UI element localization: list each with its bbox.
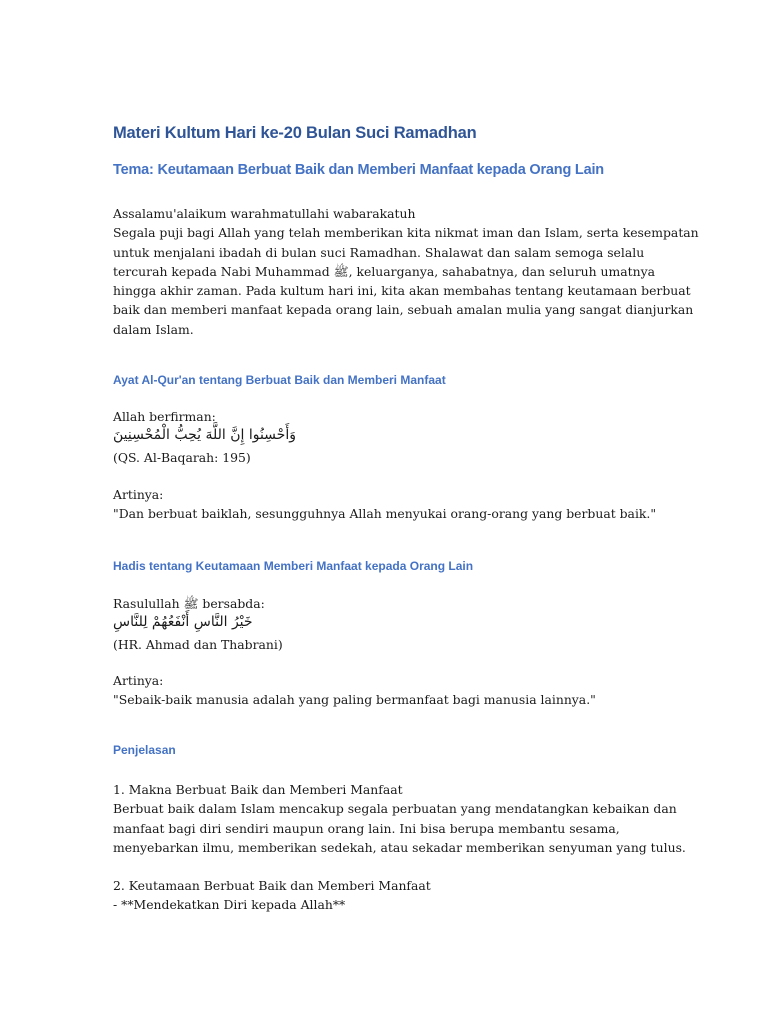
intro-line: Segala puji bagi Allah yang telah memberikan kita nikmat iman dan Islam, serta kesempatan — [113, 225, 699, 241]
intro-line: Assalamu'alaikum warahmatullahi wabarakatuh — [113, 206, 416, 221]
intro-line: untuk menjalani ibadah di bulan suci Ramadhan. Shalawat dan salam semoga selalu — [113, 244, 645, 260]
quran-block — [113, 407, 296, 468]
explanation-point1 — [113, 780, 686, 857]
quran-meaning: "Dan berbuat baiklah, sesungguhnya Allah menyukai orang-orang yang berbuat baik." — [113, 506, 657, 522]
hadith-block — [113, 594, 283, 655]
intro-line: dalam Islam. — [113, 321, 194, 337]
quran-meaning-label: Artinya: — [113, 487, 164, 502]
hadith-arabic-text: خَيْرُ النَّاسِ أَنْفَعُهُمْ لِلنَّاسِ — [113, 614, 253, 631]
hadith-meaning-label: Artinya: — [113, 673, 164, 688]
intro-line: tercurah kepada Nabi Muhammad ﷺ, keluarganya, sahabatnya, dan seluruh umatnya — [113, 263, 655, 279]
hadith-intro: Rasulullah ﷺ bersabda: — [113, 596, 265, 611]
point1-title: 1. Makna Berbuat Baik dan Memberi Manfaat — [113, 782, 403, 797]
hadith-source: (HR. Ahmad dan Thabrani) — [113, 637, 283, 653]
quran-meaning-block — [113, 485, 656, 524]
hadith-heading: Hadis tentang Keutamaan Memberi Manfaat kepada Orang Lain — [113, 559, 474, 573]
explanation-heading: Penjelasan — [113, 743, 176, 757]
quran-arabic-text: وَأَحْسِنُوا إِنَّ اللَّهَ يُحِبُّ الْمُحْسِنِينَ — [113, 427, 296, 444]
document-title: Materi Kultum Hari ke-20 Bulan Suci Ramadhan — [113, 124, 477, 142]
point2-bullet: - **Mendekatkan Diri kepada Allah** — [113, 897, 346, 913]
document-subtitle: Tema: Keutamaan Berbuat Baik dan Memberi Manfaat kepada Orang Lain — [113, 162, 604, 178]
quran-source: (QS. Al-Baqarah: 195) — [113, 450, 251, 466]
hadith-meaning-block — [113, 671, 596, 710]
quran-heading: Ayat Al-Qur'an tentang Berbuat Baik dan Memberi Manfaat — [113, 373, 446, 387]
intro-line: baik dan memberi manfaat kepada orang lain, sebuah amalan mulia yang sangat dianjurkan — [113, 302, 694, 318]
explanation-point2 — [113, 876, 431, 915]
point1-line: manfaat bagi diri sendiri maupun orang lain. Ini bisa berupa membantu sesama, — [113, 820, 620, 836]
quran-intro: Allah berfirman: — [113, 409, 216, 424]
point1-line: Berbuat baik dalam Islam mencakup segala perbuatan yang mendatangkan kebaikan dan — [113, 801, 677, 817]
point1-line: menyebarkan ilmu, memberikan sedekah, atau sekadar memberikan senyuman yang tulus. — [113, 839, 686, 855]
intro-line: hingga akhir zaman. Pada kultum hari ini, kita akan membahas tentang keutamaan berbuat — [113, 283, 691, 299]
hadith-meaning: "Sebaik-baik manusia adalah yang paling bermanfaat bagi manusia lainnya." — [113, 692, 596, 708]
point2-title: 2. Keutamaan Berbuat Baik dan Memberi Manfaat — [113, 878, 431, 893]
intro-paragraph — [113, 204, 699, 339]
